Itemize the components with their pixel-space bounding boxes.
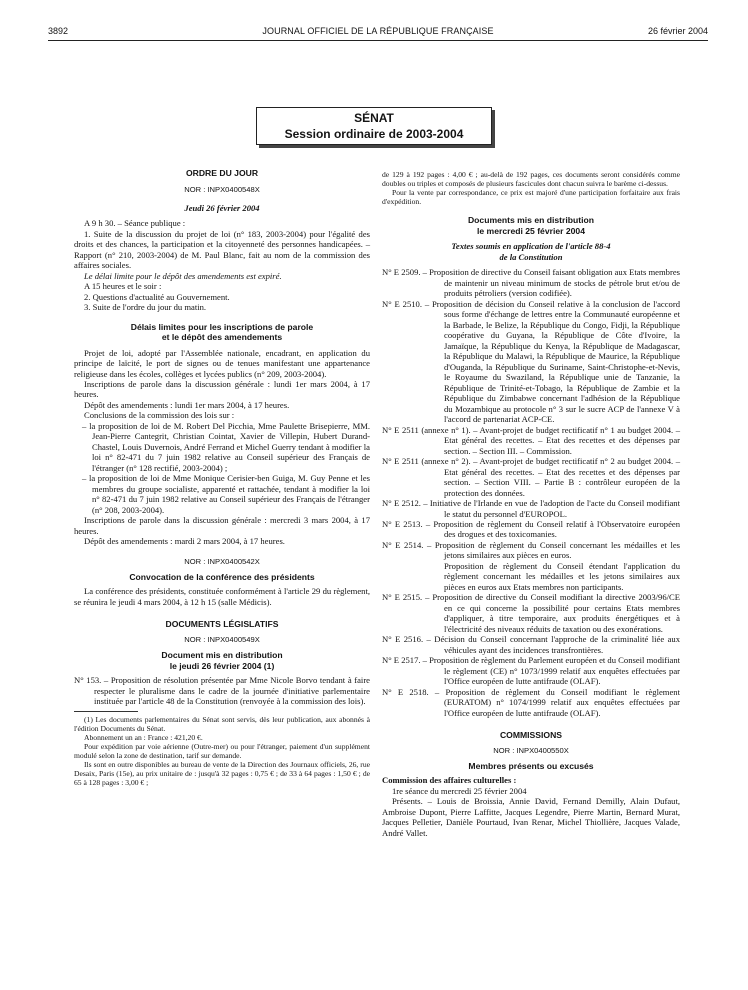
delais-heading-1: Délais limites pour les inscriptions de parole [130, 321, 314, 332]
nor-commissions: NOR : INPX0400550X [493, 745, 569, 755]
delais-p1: Projet de loi, adopté par l'Assemblée nationale, encadrant, en application du principe de laïcité, le port de signes ou de tenues manifestant une appartenance religieuse dans les écoles, collèges et lycées publics (n° 209, 2003-2004). [74, 347, 370, 379]
e2515-item: N° E 2515. – Proposition de directive du Conseil modifiant la directive 2003/96/CE en ce qui concerne la possibilité pour certains Etats membres d'appliquer, à titre temporaire, aux produits énergétiques et à l'électricité des niveaux réduits de taxation ou des exonérations. [382, 592, 680, 634]
delais-p7: Inscriptions de parole dans la discussion générale : mercredi 3 mars 2004, à 17 heures. [74, 515, 370, 536]
documents-sub-1: Document mis en distribution [161, 650, 283, 661]
ordre-p2: 1. Suite de la discussion du projet de loi (n° 183, 2003-2004) pour l'égalité des droits et des chances, la participation et la citoyenneté des personnes handicapées. – Rapport (n° 210, 2003-2004) de M. Paul Blanc, fait au nom de la commission des affaires sociales. [74, 228, 370, 271]
commission-presents: Présents. – Louis de Broissia, Annie David, Fernand Demilly, Alain Dufaut, Ambroise Dupont, Pierre Laffitte, Jacques Legendre, Pierre Martin, Bernard Murat, Jacques Pelletier, Danièle Pourtaud, Ivan Renar, Michel Thiollière, Jacques Valade, André Vallet. [382, 796, 680, 838]
convocation-p1: La conférence des présidents, constituée conformément à l'article 29 du règlement, se réunira le jeudi 4 mars 2004, à 12 h 15 (salle Médicis). [74, 586, 370, 607]
e2516-item: N° E 2516. – Décision du Conseil concernant l'approche de la criminalité liée aux véhicules ayant des incidences transfrontières. [382, 634, 680, 655]
convocation-heading: Convocation de la conférence des présidents [129, 572, 315, 582]
commissions-heading: COMMISSIONS [499, 730, 563, 741]
running-header [48, 26, 708, 38]
footnote-6: Pour la vente par correspondance, ce prix est majoré d'une participation forfaitaire aux frais d'expédition. [382, 188, 680, 207]
documents-p1: N° 153. – Proposition de résolution présentée par Mme Nicole Borvo tendant à faire respecter le pluralisme dans le cadre de la journée d'initiative parlementaire instituée par l'article 48 de la Constitution (renvoyée à la commission des lois). [74, 675, 370, 707]
distrib-heading-1: Documents mis en distribution [467, 215, 595, 226]
ordre-date: Jeudi 26 février 2004 [184, 202, 260, 213]
documents-heading: DOCUMENTS LÉGISLATIFS [165, 619, 279, 630]
e2517-item: N° E 2517. – Proposition de règlement du Parlement européen et du Conseil modifiant le règlement (CE) n° 1073/1999 relatif aux enquêtes effectuées par l'Office européen de lutte antifraude (OLAF). [382, 655, 680, 687]
commissions-sub: Membres présents ou excusés [468, 760, 594, 771]
right-column [382, 170, 680, 838]
nor-documents: NOR : INPX0400549X [184, 634, 260, 644]
e2518-item: N° E 2518. – Proposition de règlement du Conseil modifiant le règlement (EURATOM) n° 1074/1999 relatif aux enquêtes effectuées par l'Office européen de lutte antifraude (OLAF). [382, 686, 680, 718]
documents-sub-2: le jeudi 26 février 2004 (1) [169, 660, 275, 671]
left-column [74, 168, 370, 787]
issue-date: 26 février 2004 [647, 26, 708, 36]
footnote-4: Ils sont en outre disponibles au bureau de vente de la Direction des Journaux officiels, 26, rue Desaix, Paris (15e), au prix unitaire de : jusqu'à 32 pages : 0,75 € ; de 33 à 64 pages : 1,50 € ; de 65 à 128 pages : 3,00 € ; [74, 760, 370, 788]
senate-banner [256, 107, 492, 145]
distrib-sub-1: Textes soumis en application de l'article 88-4 [451, 241, 611, 252]
ordre-p3: Le délai limite pour le dépôt des amendements est expiré. [84, 270, 282, 281]
ordre-p1: A 9 h 30. – Séance publique : [84, 218, 186, 229]
ordre-heading: ORDRE DU JOUR [185, 168, 259, 178]
distrib-sub-2: de la Constitution [499, 251, 563, 262]
delais-p8: Dépôt des amendements : mardi 2 mars 2004, à 17 heures. [84, 536, 285, 547]
delais-p5: – la proposition de loi de M. Robert Del Picchia, Mme Paulette Brisepierre, MM. Jean-Pierre Cantegrit, Christian Cointat, Xavier de Villepin, Hubert Durand-Chastel, Louis Duvernois, André Ferrand et Michel Guerry tendant à modifier la loi n° 82-471 du 7 juin 1982 relative au Conseil supérieur des Français de l'étranger (n° 128 rectifié, 2003-2004) ; [82, 420, 370, 473]
delais-p3: Dépôt des amendements : lundi 1er mars 2004, à 17 heures. [84, 399, 290, 410]
e2514-item: N° E 2514. – Proposition de règlement du Conseil concernant les médailles et les jetons similaires aux pièces en euros. [382, 539, 680, 561]
e2510-item: N° E 2510. – Proposition de décision du Conseil relative à la conclusion de l'accord sous forme d'échange de lettres entre la Communauté européenne et la Barbade, le Belize, la République du Congo, Fidji, la République coopérative du Guyana, la République de Côte d'Ivoire, la Jamaïque, la République du Kenya, la République de Madagascar, la République du Malawi, la République de Maurice, la République d'Ouganda, la République du Suriname, Saint-Christophe-et-Nevis, le Royaume du Swaziland, la République unie de Tanzanie, la République de Trinité-et-Tobago, la République de Zambie et la République du Zimbabwe concernant l'adhésion de la République du Mozambique au protocole n° 3 sur le sucre ACP de l'annexe V à l'accord de partenariat ACP-CE. [382, 298, 680, 425]
footnote-1: (1) Les documents parlementaires du Sénat sont servis, dès leur publication, aux abonnés à l'édition Documents du Sénat. [74, 714, 370, 733]
footnote-5: de 129 à 192 pages : 4,00 € ; au-delà de 192 pages, ces documents seront considérés comme doubles ou triples et composés de plusieurs fascicules dont chacun suivra le barème ci-dessus. [382, 170, 680, 189]
delais-p6: – la proposition de loi de Mme Monique Cerisier-ben Guiga, M. Guy Penne et les membres du groupe socialiste, apparenté et rattachée, tendant à modifier la loi n° 82-471 du 7 juin 1982 relative au Conseil supérieur des Français de l'étranger (n° 208, 2003-2004). [82, 473, 370, 515]
e2511-annex2-item: N° E 2511 (annexe n° 2). – Avant-projet de budget rectificatif n° 2 au budget 2004. – Etat général des recettes. – Etat des recettes et des dépenses par section. – Section VIII. – Partie B : contrôleur européen de la protection des données. [382, 456, 680, 498]
footnote-separator [74, 711, 138, 712]
banner-subtitle: Session ordinaire de 2003-2004 [284, 126, 464, 141]
e2511-annex1-item: N° E 2511 (annexe n° 1). – Avant-projet de budget rectificatif n° 1 au budget 2004. – Etat général des recettes. – Etat des recettes et des dépenses par section. – Section III. – Commission. [382, 424, 680, 456]
footnote-3: Pour expédition par voie aérienne (Outre-mer) ou pour l'étranger, paiement d'un supplément modulé selon la zone de destination, tarif sur demande. [74, 741, 370, 761]
delais-heading-2: et le dépôt des amendements [161, 332, 283, 343]
page-number: 3892 [48, 26, 69, 36]
distrib-heading-2: le mercredi 25 février 2004 [477, 225, 585, 236]
e2512-item: N° E 2512. – Initiative de l'Irlande en vue de l'adoption de l'acte du Conseil modifiant le statut du personnel d'EUROPOL. [382, 498, 680, 519]
journal-title: JOURNAL OFFICIEL DE LA RÉPUBLIQUE FRANÇAISE [262, 26, 494, 36]
header-rule [48, 40, 708, 41]
ordre-p4: A 15 heures et le soir : [84, 281, 162, 292]
footnote-2: Abonnement un an : France : 421,20 €. [84, 732, 203, 742]
ordre-p6: 3. Suite de l'ordre du jour du matin. [84, 302, 207, 313]
ordre-p5: 2. Questions d'actualité au Gouvernement. [84, 291, 230, 302]
delais-p4: Conclusions de la commission des lois sur : [84, 410, 235, 421]
e2514-extra: Proposition de règlement du Conseil étendant l'application du règlement concernant les médailles et les jetons similaires aux pièces en euros aux Etats membres non participants. [444, 560, 680, 592]
commission-name: Commission des affaires culturelles : [382, 775, 517, 786]
banner-title: SÉNAT [354, 111, 394, 125]
nor-ordre: NOR : INPX0400548X [184, 185, 260, 195]
e2509-item: N° E 2509. – Proposition de directive du Conseil faisant obligation aux Etats membres de maintenir un niveau minimum de stocks de pétrole brut et/ou de produits pétroliers (version codifiée). [382, 267, 680, 299]
commission-seance: 1re séance du mercredi 25 février 2004 [392, 785, 527, 796]
e2513-item: N° E 2513. – Proposition de règlement du Conseil relatif à l'Observatoire européen des drogues et des toxicomanies. [382, 519, 680, 540]
delais-p2: Inscriptions de parole dans la discussion générale : lundi 1er mars 2004, à 17 heures. [74, 379, 370, 400]
nor-convocation: NOR : INPX0400542X [184, 556, 260, 566]
